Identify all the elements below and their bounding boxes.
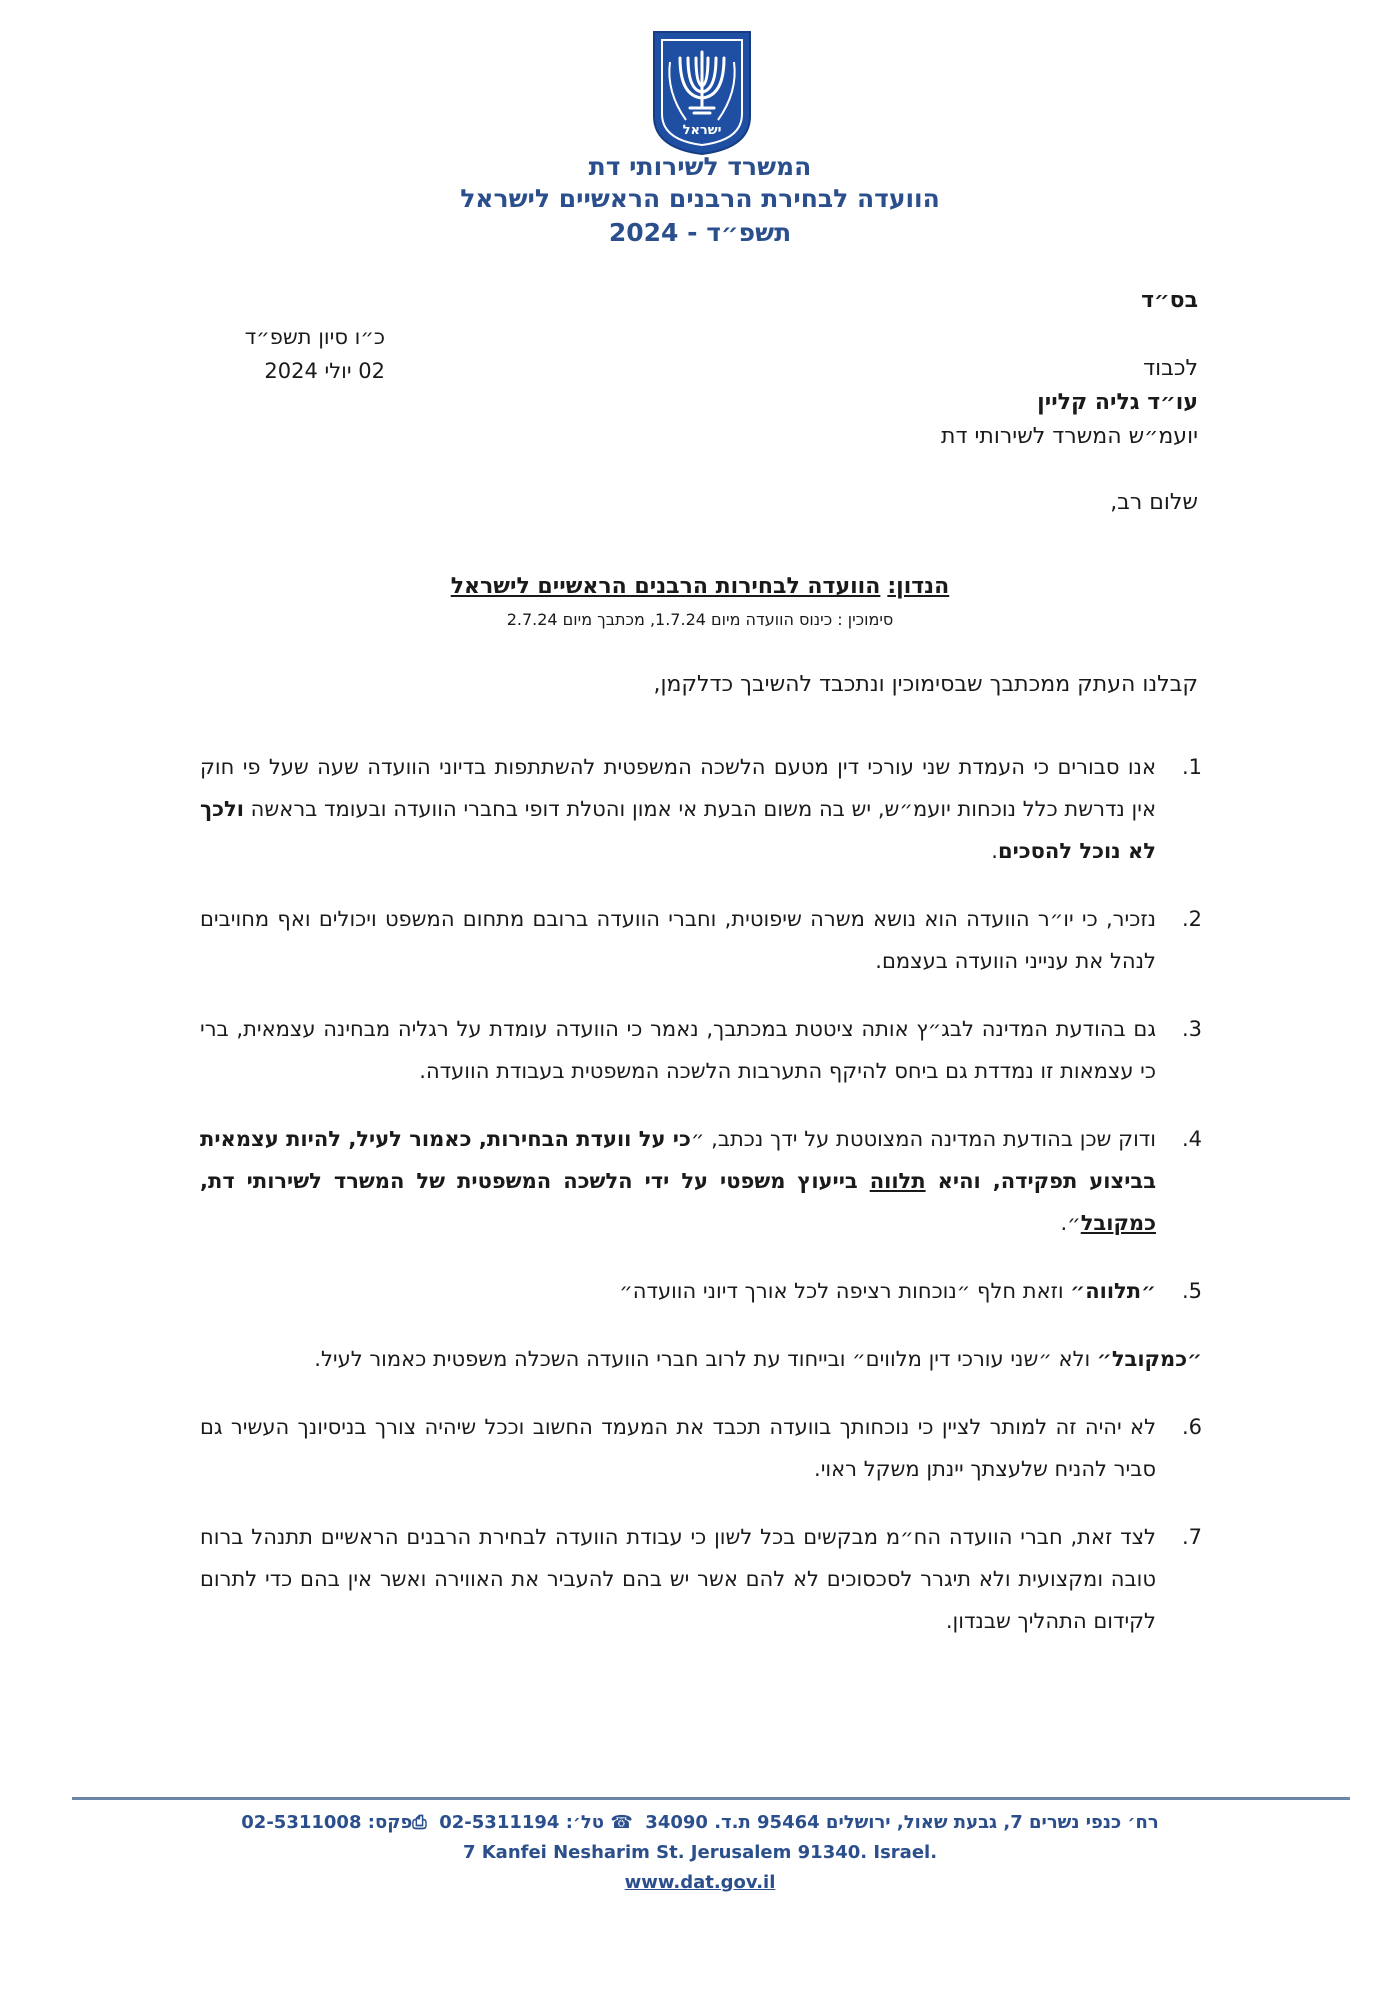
footer-website-line — [180, 1872, 1220, 1893]
committee-name: הוועדה לבחירת הרבנים הראשיים לישראל — [460, 184, 940, 213]
subject-text: הוועדה לבחירות הרבנים הראשיים לישראל — [450, 574, 881, 599]
item-number: 1. — [1181, 755, 1202, 779]
list-item: 5. ״תלווה״ וזאת חלף ״נוכחות רציפה לכל אורך דיוני הוועדה״ — [200, 1270, 1202, 1312]
phone-icon: ☎ — [610, 1812, 633, 1833]
item-number: 7. — [1181, 1525, 1202, 1549]
state-emblem-icon — [650, 28, 754, 156]
footer-tel: 02-5311194 — [439, 1812, 560, 1833]
item-number: 3. — [1181, 1017, 1202, 1041]
item-number: 6. — [1181, 1415, 1202, 1439]
items-list — [200, 746, 1202, 1668]
list-item: 4. ודוק שכן בהודעת המדינה המצוטטת על ידך נכתב, ״כי על וועדת הבחירות, כאמור לעיל, להיות עצמאית בביצוע תפקידה, והיא תלווה בייעוץ משפטי על ידי הלשכה המשפטית של המשרד לשירותי דת, כמקובל״. — [200, 1118, 1202, 1244]
footer-contact-line — [180, 1812, 1220, 1833]
fax-icon: ⎙ — [412, 1812, 427, 1833]
subject-line — [300, 574, 1100, 599]
to-label: לכבוד — [1143, 356, 1198, 381]
footer-fax-label: פקס: — [367, 1812, 413, 1833]
footer-address-en: 7 Kanfei Nesharim St. Jerusalem 91340. Israel. — [462, 1842, 938, 1863]
footer-tel-label: טל׳: — [565, 1812, 605, 1833]
website-link[interactable]: www.dat.gov.il — [624, 1872, 776, 1893]
footer-fax: 02-5311008 — [241, 1812, 362, 1833]
bsd-mark: בס״ד — [1141, 288, 1198, 313]
list-item: 3. גם בהודעת המדינה לבג״ץ אותה ציטטת במכתבך, נאמר כי הוועדה עומדת על רגליה מבחינה עצמאית, ברי כי עצמאות זו נמדדת גם ביחס להיקף התערבות הלשכה המשפטית בעבודת הוועדה. — [200, 1008, 1202, 1092]
list-item: 6. לא יהיה זה למותר לציין כי נוכחותך בוועדה תכבד את המעמד החשוב וככל שיהיה צורך בניסיונך העשיר גם סביר להניח שלעצתך יינתן משקל ראוי. — [200, 1406, 1202, 1490]
ministry-name: המשרד לשירותי דת — [588, 152, 812, 181]
intro-paragraph: קבלנו העתק ממכתבך שבסימוכין ונתכבד להשיבך כדלקמן, — [653, 672, 1198, 697]
date-hebrew: כ״ו סיון תשפ״ד — [244, 325, 385, 349]
greeting: שלום רב, — [1110, 490, 1198, 515]
emblem-lettering: ישראל — [682, 123, 722, 138]
list-item: 1. אנו סבורים כי העמדת שני עורכי דין מטעם הלשכה המשפטית להשתתפות בדיוני הוועדה שעה שעל פי חוק אין נדרשת כלל נוכחות יועמ״ש, יש בה משום הבעת אי אמון והטלת דופי בחברי הוועדה ובעומד בראשה ולכך לא נוכל להסכים. — [200, 746, 1202, 872]
recipient-name: עו״ד גליה קליין — [1037, 390, 1198, 415]
recipient-title: יועמ״ש המשרד לשירותי דת — [941, 424, 1198, 449]
references-line: סימוכין : כינוס הוועדה מיום 1.7.24, מכתבך מיום 2.7.24 — [506, 610, 894, 629]
list-item-continuation: ״כמקובל״ ולא ״שני עורכי דין מלווים״ ובייחוד עת לרוב חברי הוועדה השכלה משפטית כאמור לעיל. — [314, 1347, 1202, 1371]
footer-divider — [72, 1797, 1350, 1800]
subject-label: הנדון: — [887, 574, 950, 599]
item-number: 2. — [1181, 907, 1202, 931]
item-number: 4. — [1181, 1127, 1202, 1151]
item-number: 5. — [1181, 1279, 1202, 1303]
footer-address: רח׳ כנפי נשרים 7, גבעת שאול, ירושלים 95464 ת.ד. 34090 — [645, 1812, 1159, 1833]
header-year: תשפ״ד - 2024 — [608, 218, 792, 247]
list-item: 2. נזכיר, כי יו״ר הוועדה הוא נושא משרה שיפוטית, וחברי הוועדה ברובם מתחום המשפט ויכולים ואף מחויבים לנהל את ענייני הוועדה בעצמם. — [200, 898, 1202, 982]
list-item: 7. לצד זאת, חברי הוועדה הח״מ מבקשים בכל לשון כי עבודת הוועדה לבחירת הרבנים הראשיים תתנהל ברוח טובה ומקצועית ולא תיגרר לסכסוכים לא להם אשר יש בהם להעביר את האווירה ואשר אין בהם כדי לתרום לקידום התהליך שבנדון. — [200, 1516, 1202, 1642]
date-gregorian: 02 יולי 2024 — [264, 359, 385, 383]
